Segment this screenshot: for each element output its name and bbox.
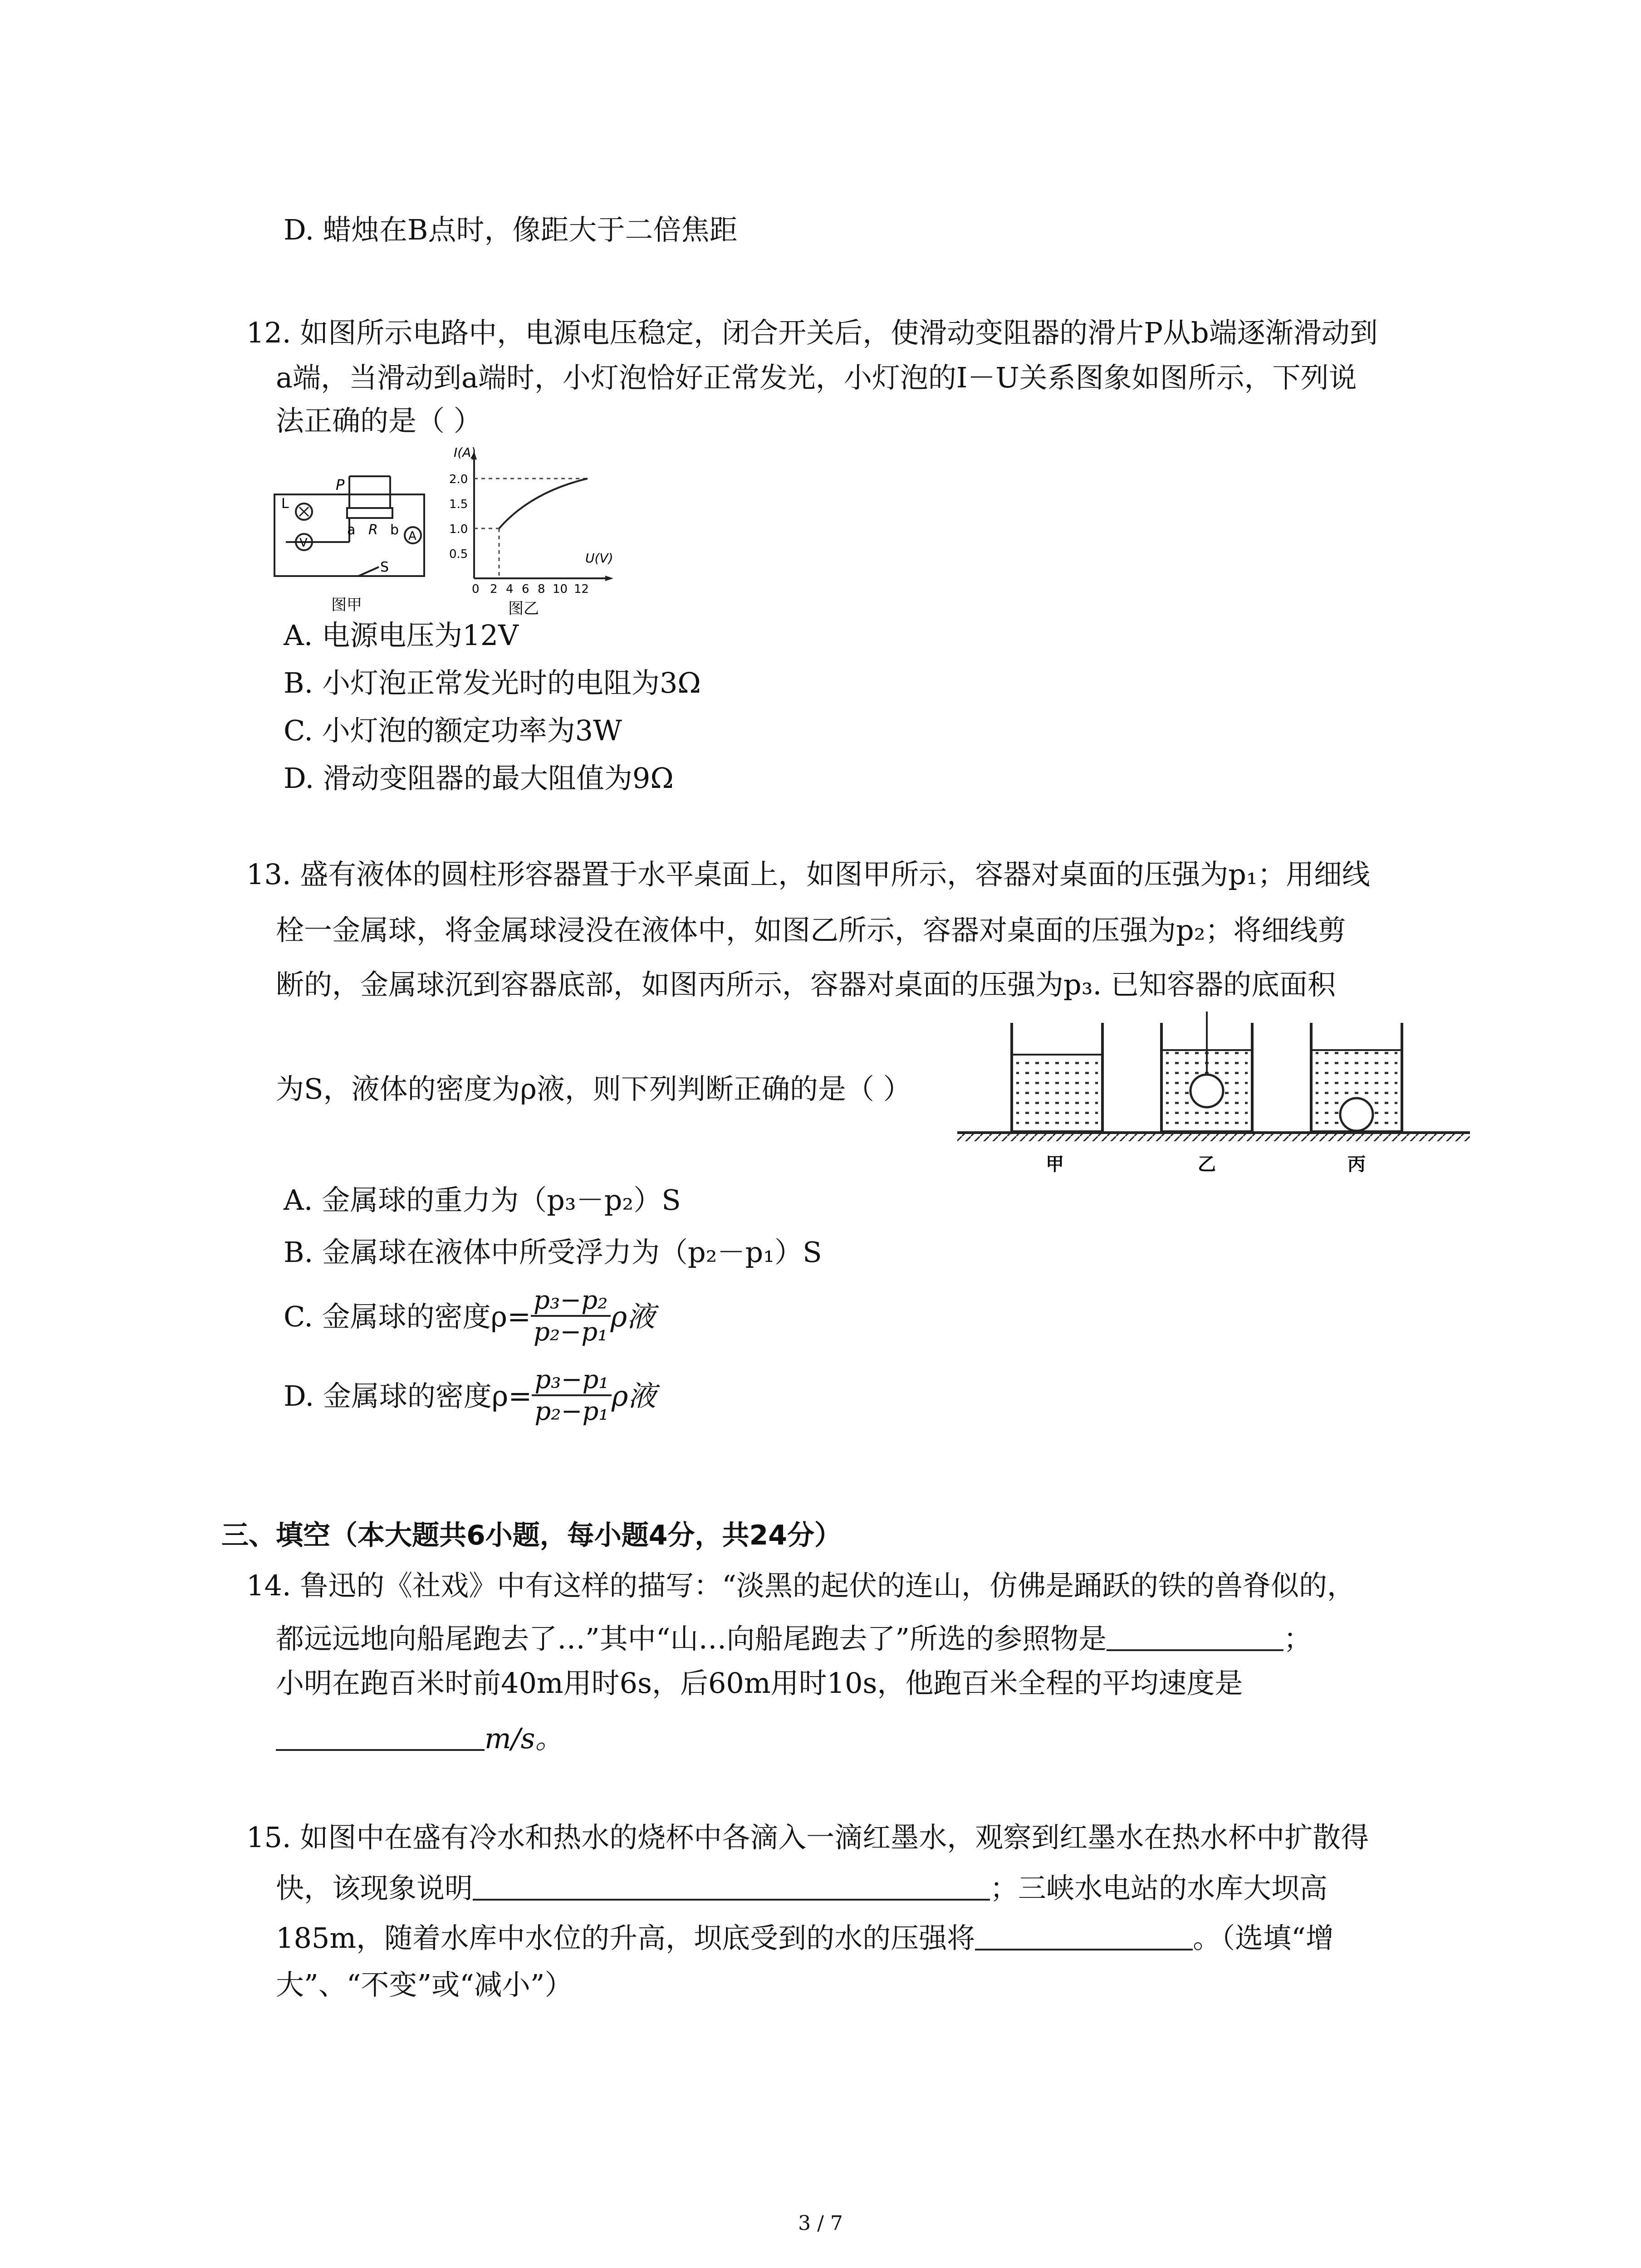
graph-xtick: 2 (490, 582, 498, 596)
q15-line3-end: 。（选填“增 (1193, 1921, 1334, 1955)
iu-graph (436, 447, 626, 619)
graph-xtick: 12 (574, 582, 589, 596)
q13-option-d (284, 1365, 656, 1427)
q15-text-line3 (276, 1921, 1334, 1955)
q13-option-c-fraction (531, 1288, 611, 1345)
fraction-denominator: p₂−p₁ (534, 1317, 608, 1347)
q14-unit: m/s。 (485, 1722, 563, 1755)
q15-text-line1: 15. 如图中在盛有冷水和热水的烧杯中各滴入一滴红墨水，观察到红墨水在热水杯中扩散得 (246, 1821, 1369, 1854)
voltmeter-icon: V (299, 536, 308, 550)
q12-text-line3: 法正确的是（ ） (276, 404, 482, 437)
container-bing (1311, 1023, 1402, 1132)
q13-option-d-fraction (532, 1367, 612, 1424)
q12-text-line1: 12. 如图所示电路中，电源电压稳定，闭合开关后，使滑动变阻器的滑片P从b端逐渐滑动到 (246, 316, 1378, 349)
q12-option-a: A. 电源电压为12V (284, 619, 519, 652)
fraction-numerator: p₃−p₂ (531, 1288, 611, 1317)
q14-line2-text: 都远远地向船尾跑去了…”其中“山…向船尾跑去了”所选的参照物是 (276, 1622, 1107, 1655)
q14-text-line2 (276, 1624, 1312, 1653)
q14-line2-end: ； (1283, 1622, 1312, 1655)
container-caption-bing: 丙 (1347, 1154, 1366, 1175)
q13-option-a: A. 金属球的重力为（p₃－p₂）S (284, 1183, 681, 1217)
graph-xlabel: U(V) (585, 551, 613, 566)
q13-option-d-suffix: ρ液 (611, 1379, 656, 1413)
q15-line2-start: 快，该现象说明 (276, 1872, 473, 1905)
q15-line3-start: 185m，随着水库中水位的升高，坝底受到的水的压强将 (276, 1921, 975, 1955)
circuit-label-S: S (380, 559, 389, 575)
q12-option-c: C. 小灯泡的额定功率为3W (284, 714, 622, 747)
container-caption-yi: 乙 (1198, 1154, 1216, 1175)
graph-xtick: 4 (506, 582, 514, 596)
q13-text-line3: 断的，金属球沉到容器底部，如图丙所示，容器对桌面的压强为p₃. 已知容器的底面积 (276, 968, 1336, 1001)
q14-text-line3: 小明在跑百米时前40m用时6s，后60m用时10s，他跑百米全程的平均速度是 (276, 1667, 1243, 1700)
graph-ylabel: I(A) (454, 447, 476, 460)
q13-option-c-prefix: C. 金属球的密度ρ= (284, 1300, 531, 1334)
graph-ytick: 2.0 (449, 473, 468, 486)
q15-blank-pressure[interactable] (975, 1923, 1193, 1950)
q12-text-line2: a端，当滑动到a端时，小灯泡恰好正常发光，小灯泡的I－U关系图象如图所示，下列说 (276, 361, 1357, 394)
section-heading: 三、填空（本大题共6小题，每小题4分，共24分） (221, 1520, 842, 1551)
circuit-label-b: b (390, 522, 399, 538)
ammeter-icon: A (408, 529, 416, 543)
circuit-label-a: a (347, 522, 356, 538)
container-jia (1012, 1023, 1102, 1132)
q14-blank-speed[interactable] (276, 1724, 485, 1751)
q13-text-line1: 13. 盛有液体的圆柱形容器置于水平桌面上，如图甲所示，容器对桌面的压强为p₁；用细线 (246, 858, 1370, 891)
containers-figure (953, 1009, 1474, 1182)
circuit-label-P: P (336, 476, 345, 494)
q14-text-line1: 14. 鲁迅的《社戏》中有这样的描写：“淡黑的起伏的连山，仿佛是踊跃的铁的兽脊似的， (246, 1569, 1356, 1602)
circuit-diagram (268, 463, 431, 617)
container-caption-jia: 甲 (1046, 1154, 1064, 1175)
q12-option-b: B. 小灯泡正常发光时的电阻为3Ω (284, 666, 701, 699)
graph-ytick: 1.0 (449, 523, 468, 536)
q12-option-d: D. 滑动变阻器的最大阻值为9Ω (284, 762, 674, 795)
graph-ytick: 0.5 (449, 547, 468, 561)
page-number: 3 / 7 (798, 2212, 843, 2235)
graph-xtick: 6 (522, 582, 529, 596)
q13-option-c-suffix: ρ液 (610, 1300, 656, 1334)
q11-option-d: D. 蜡烛在B点时，像距大于二倍焦距 (284, 213, 738, 246)
container-yi (1161, 1012, 1252, 1132)
fraction-denominator: p₂−p₁ (534, 1397, 609, 1426)
fraction-numerator: p₃−p₁ (532, 1367, 612, 1396)
q13-option-c (284, 1286, 656, 1348)
circuit-label-R: R (368, 522, 378, 538)
q14-text-line4 (276, 1724, 563, 1753)
graph-xtick: 10 (553, 582, 568, 596)
graph-ytick: 1.5 (449, 498, 468, 511)
graph-caption: 图乙 (508, 600, 539, 618)
q14-blank-reference[interactable] (1107, 1624, 1283, 1651)
graph-xtick: 8 (538, 582, 545, 596)
q15-text-line2 (276, 1872, 1328, 1905)
circuit-caption: 图甲 (331, 596, 362, 614)
q13-option-d-prefix: D. 金属球的密度ρ= (284, 1379, 532, 1413)
q15-blank-phenomenon[interactable] (473, 1873, 990, 1901)
q15-line2-end: ；三峡水电站的水库大坝高 (990, 1872, 1328, 1905)
q15-text-line4: 大”、“不变”或“减小”） (276, 1968, 573, 2001)
q13-option-b: B. 金属球在液体中所受浮力为（p₂－p₁）S (284, 1236, 822, 1269)
graph-xtick: 0 (472, 582, 480, 596)
circuit-label-L: L (281, 496, 289, 512)
q13-text-line2: 栓一金属球，将金属球浸没在液体中，如图乙所示，容器对桌面的压强为p₂；将细线剪 (276, 914, 1346, 947)
q13-text-line4: 为S，液体的密度为ρ液，则下列判断正确的是（ ） (276, 1072, 911, 1105)
